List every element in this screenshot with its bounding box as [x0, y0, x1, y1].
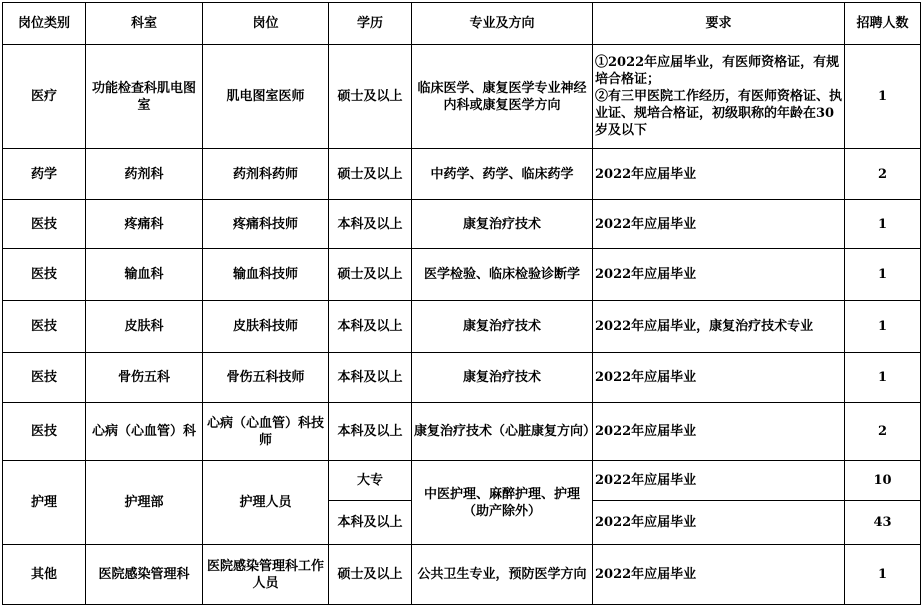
- cell-req: 2022年应届毕业: [593, 403, 845, 461]
- cell-dept: 皮肤科: [86, 301, 203, 353]
- cell-dept: 输血科: [86, 249, 203, 301]
- cell-edu: 本科及以上: [329, 501, 412, 545]
- cell-count: 1: [845, 249, 921, 301]
- cell-dept: 医院感染管理科: [86, 545, 203, 605]
- req-line: ①2022年应届毕业，有医师资格证，有规培合格证；: [595, 55, 840, 87]
- cell-category: 医技: [3, 200, 86, 249]
- cell-dept: 功能检查科肌电图室: [86, 45, 203, 149]
- cell-major: 中医护理、麻醉护理、护理（助产除外）: [412, 461, 593, 545]
- header-row: [3, 3, 921, 45]
- cell-major: 医学检验、临床检验诊断学: [412, 249, 593, 301]
- cell-category: 医技: [3, 249, 86, 301]
- cell-dept: 药剂科: [86, 149, 203, 200]
- table-row: [3, 403, 921, 461]
- header-count: 招聘人数: [845, 3, 921, 45]
- cell-category: 护理: [3, 461, 86, 545]
- cell-major: 康复治疗技术（心脏康复方向）: [412, 403, 593, 461]
- cell-category: 医疗: [3, 45, 86, 149]
- cell-post: 输血科技师: [203, 249, 329, 301]
- table-row: [3, 545, 921, 605]
- cell-req: 2022年应届毕业: [593, 501, 845, 545]
- cell-count: 1: [845, 353, 921, 403]
- header-major: 专业及方向: [412, 3, 593, 45]
- cell-major: 临床医学、康复医学专业神经内科或康复医学方向: [412, 45, 593, 149]
- cell-req: 2022年应届毕业，康复治疗技术专业: [593, 301, 845, 353]
- cell-post: 皮肤科技师: [203, 301, 329, 353]
- cell-category: 医技: [3, 353, 86, 403]
- cell-count: 1: [845, 200, 921, 249]
- table-row: [3, 301, 921, 353]
- cell-dept: 护理部: [86, 461, 203, 545]
- cell-edu: 本科及以上: [329, 353, 412, 403]
- cell-count: 1: [845, 545, 921, 605]
- table-row: [3, 200, 921, 249]
- cell-req: 2022年应届毕业: [593, 249, 845, 301]
- table-row: [3, 353, 921, 403]
- cell-count: 2: [845, 149, 921, 200]
- table-row-nursing: [3, 461, 921, 501]
- cell-req: [593, 45, 845, 149]
- cell-edu: 本科及以上: [329, 301, 412, 353]
- cell-dept: 心病（心血管）科: [86, 403, 203, 461]
- cell-post: 药剂科药师: [203, 149, 329, 200]
- cell-edu: 本科及以上: [329, 200, 412, 249]
- cell-post: 骨伤五科技师: [203, 353, 329, 403]
- cell-major: 康复治疗技术: [412, 353, 593, 403]
- cell-edu: 硕士及以上: [329, 249, 412, 301]
- cell-req: 2022年应届毕业: [593, 149, 845, 200]
- header-post: 岗位: [203, 3, 329, 45]
- cell-dept: 疼痛科: [86, 200, 203, 249]
- cell-req: 2022年应届毕业: [593, 200, 845, 249]
- cell-category: 医技: [3, 403, 86, 461]
- cell-major: 公共卫生专业，预防医学方向: [412, 545, 593, 605]
- cell-count: 1: [845, 45, 921, 149]
- header-dept: 科室: [86, 3, 203, 45]
- table-row: [3, 45, 921, 149]
- cell-count: 10: [845, 461, 921, 501]
- cell-dept: 骨伤五科: [86, 353, 203, 403]
- header-req: 要求: [593, 3, 845, 45]
- cell-category: 医技: [3, 301, 86, 353]
- cell-count: 43: [845, 501, 921, 545]
- recruitment-table: [2, 2, 921, 605]
- table-row: [3, 149, 921, 200]
- cell-post: 医院感染管理科工作人员: [203, 545, 329, 605]
- cell-count: 2: [845, 403, 921, 461]
- header-edu: 学历: [329, 3, 412, 45]
- cell-category: 药学: [3, 149, 86, 200]
- cell-category: 其他: [3, 545, 86, 605]
- req-line: ②有三甲医院工作经历，有医师资格证、执业证、规培合格证，初级职称的年龄在30岁及以下: [595, 89, 843, 138]
- cell-edu: 硕士及以上: [329, 149, 412, 200]
- cell-req: 2022年应届毕业: [593, 545, 845, 605]
- cell-edu: 硕士及以上: [329, 45, 412, 149]
- cell-post: 肌电图室医师: [203, 45, 329, 149]
- cell-req: 2022年应届毕业: [593, 461, 845, 501]
- cell-edu: 硕士及以上: [329, 545, 412, 605]
- cell-edu: 大专: [329, 461, 412, 501]
- cell-edu: 本科及以上: [329, 403, 412, 461]
- cell-post: 护理人员: [203, 461, 329, 545]
- cell-post: 心病（心血管）科技师: [203, 403, 329, 461]
- table-row: [3, 249, 921, 301]
- header-category: 岗位类别: [3, 3, 86, 45]
- cell-major: 康复治疗技术: [412, 301, 593, 353]
- cell-major: 康复治疗技术: [412, 200, 593, 249]
- cell-req: 2022年应届毕业: [593, 353, 845, 403]
- cell-post: 疼痛科技师: [203, 200, 329, 249]
- cell-count: 1: [845, 301, 921, 353]
- cell-major: 中药学、药学、临床药学: [412, 149, 593, 200]
